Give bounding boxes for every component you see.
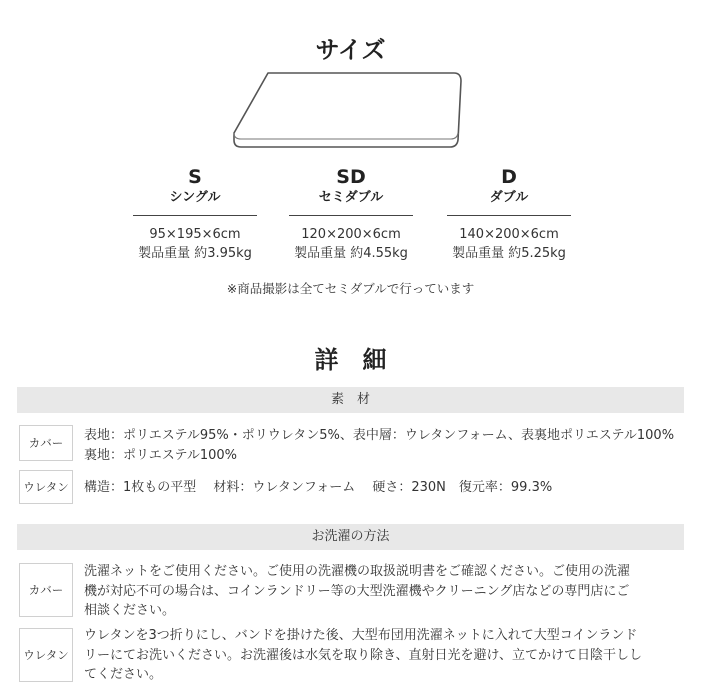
- size-code: D: [501, 166, 517, 188]
- size-weight: 製品重量 約5.25kg: [452, 246, 566, 261]
- photo-note: ※商品撮影は全てセミダブルで行っています: [226, 281, 475, 296]
- size-code: S: [188, 166, 202, 188]
- size-code: SD: [336, 166, 366, 188]
- mattress-illustration: [228, 70, 468, 152]
- text-line: 機が対応不可の場合は、コインランドリー等の大型洗濯機やクリーニング店などの専門店にご: [84, 583, 630, 599]
- size-divider: [447, 215, 571, 216]
- size-option-single: [133, 166, 257, 263]
- text-line: 裏地：ポリエステル100%: [84, 447, 237, 463]
- washing-cover-text: [84, 562, 689, 621]
- washing-header: お洗濯の方法: [17, 524, 684, 550]
- text-line: 洗濯ネットをご使用ください。ご使用の洗濯機の取扱説明書をご確認ください。ご使用の洗濯: [84, 564, 631, 579]
- size-dimensions: 120×200×6cm: [301, 227, 401, 242]
- washing-urethane-label: ウレタン: [19, 628, 73, 682]
- material-urethane-text: [84, 478, 689, 498]
- text-line: 表地：ポリエステル95%・ポリウレタン5%、表中層：ウレタンフォーム、表裏地ポリエステル100%: [84, 428, 675, 443]
- material-cover-label: カバー: [19, 425, 73, 461]
- material-urethane-label: ウレタン: [19, 470, 73, 504]
- size-divider: [133, 215, 257, 216]
- detail-section-title: 詳 細: [314, 346, 387, 374]
- text-line: 構造：1枚もの平型 材料：ウレタンフォーム 硬さ：230N 復元率：99.3%: [84, 480, 553, 495]
- size-section-title: サイズ: [315, 36, 386, 64]
- size-name: セミダブル: [318, 190, 384, 205]
- size-name: ダブル: [489, 190, 529, 205]
- text-line: てください。: [84, 667, 163, 682]
- material-cover-text: [84, 426, 689, 465]
- text-line: リーにてお洗いください。お洗濯後は水気を取り除き、直射日光を避け、立てかけて日陰干しし: [84, 647, 642, 663]
- text-line: ウレタンを3つ折りにし、バンドを掛けた後、大型布団用洗濯ネットに入れて大型コインランド: [84, 628, 638, 643]
- size-weight: 製品重量 約4.55kg: [294, 246, 408, 261]
- text-line: 相談ください。: [84, 603, 176, 618]
- size-dimensions: 140×200×6cm: [459, 227, 559, 242]
- size-option-semi-double: [289, 166, 413, 263]
- washing-urethane-text: [84, 626, 689, 685]
- material-header: 素 材: [17, 387, 684, 413]
- size-dimensions: 95×195×6cm: [149, 227, 241, 242]
- size-divider: [289, 215, 413, 216]
- size-name: シングル: [169, 190, 221, 205]
- size-weight: 製品重量 約3.95kg: [138, 246, 252, 261]
- washing-cover-label: カバー: [19, 563, 73, 617]
- size-option-double: [447, 166, 571, 263]
